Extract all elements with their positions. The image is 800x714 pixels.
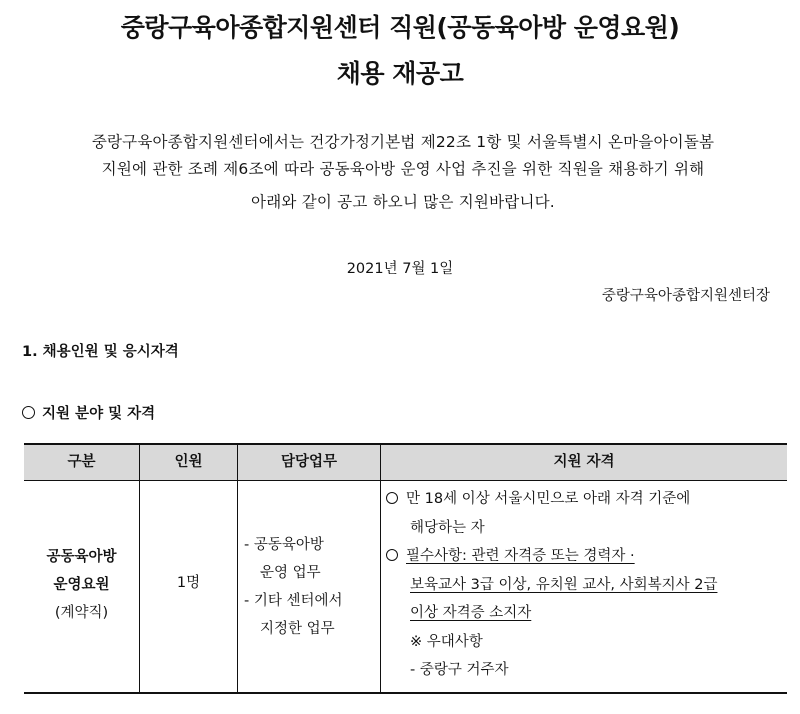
qualification-text: 해당하는 자 (410, 519, 485, 536)
qualification-text: 필수사항: 관련 자격증 또는 경력자 · (406, 548, 635, 564)
category-line: 공동육아방 (46, 549, 117, 565)
subsection-heading (22, 402, 155, 423)
header-count: 인원 (174, 454, 203, 470)
page-title: 중랑구육아종합지원센터 직원(공동육아방 운영요원) (120, 13, 680, 42)
qualification-text: 보육교사 3급 이상, 유치원 교사, 사회복지사 2급 (410, 576, 718, 593)
qualification-line (386, 571, 786, 600)
duty-line: - 공동육아방 (244, 537, 324, 553)
circle-bullet-icon (22, 406, 35, 419)
qualification-item (386, 485, 786, 514)
cell-category (24, 543, 139, 627)
intro-line-2: 지원에 관한 조례 제6조에 따라 공동육아방 운영 사업 추진을 위한 직원을 채용하기 위해 (101, 160, 705, 178)
category-line: 운영요원 (53, 577, 110, 593)
column-divider (237, 445, 238, 692)
recruitment-table (24, 443, 787, 693)
cell-count: 1명 (176, 575, 201, 591)
qualification-line (386, 599, 786, 628)
cell-duties (244, 531, 380, 643)
duty-line: 운영 업무 (260, 565, 321, 581)
page-subtitle: 채용 재공고 (336, 59, 464, 88)
signer: 중랑구육아종합지원센터장 (601, 288, 770, 304)
subsection-label: 지원 분야 및 자격 (42, 406, 156, 422)
duty-line: - 기타 센터에서 (244, 593, 343, 609)
header-category: 구분 (67, 454, 96, 470)
qualification-text: 이상 자격증 소지자 (410, 605, 532, 621)
header-duties: 담당업무 (280, 454, 338, 470)
announcement-date: 2021년 7월 1일 (346, 261, 454, 277)
circle-bullet-icon (386, 492, 398, 504)
qualification-text: 만 18세 이상 서울시민으로 아래 자격 기준에 (406, 491, 691, 507)
duty-line: 지정한 업무 (260, 621, 335, 637)
intro-line-1: 중랑구육아종합지원센터에서는 건강가정기본법 제22조 1항 및 서울특별시 온마을아이돌봄 (91, 133, 715, 151)
section-heading: 1. 채용인원 및 응시자격 (22, 344, 179, 360)
category-line: (계약직) (54, 605, 109, 621)
preferred-item: - 중랑구 거주자 (410, 662, 509, 678)
header-qualification: 지원 자격 (553, 454, 615, 470)
qualification-item (386, 542, 786, 571)
intro-line-3: 아래와 같이 공고 하오니 많은 지원바랍니다. (251, 193, 555, 211)
preferred-title: ※ 우대사항 (410, 633, 483, 650)
column-divider (139, 445, 140, 692)
circle-bullet-icon (386, 549, 398, 561)
column-divider (380, 445, 381, 692)
cell-qualification (386, 485, 786, 685)
table-bottom-border (24, 692, 787, 694)
